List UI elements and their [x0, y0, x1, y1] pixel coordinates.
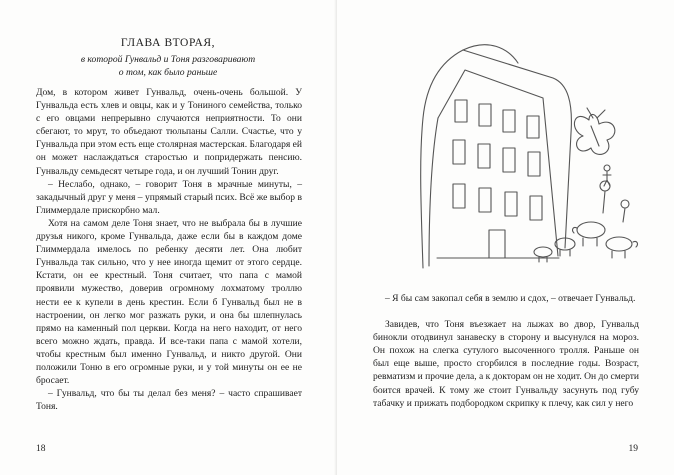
paragraph: – Неслабо, однако, – говорит Тоня в мрачные минуты, – закадычный друг у меня – упрямый старый псих. Всё же выбор в Глиммердале прискорбно мал. — [36, 178, 302, 216]
right-page — [337, 0, 674, 475]
page-number-right: 19 — [628, 444, 638, 454]
right-body-text — [373, 292, 639, 410]
chapter-heading — [36, 36, 300, 79]
chapter-title: ГЛАВА ВТОРАЯ, — [120, 37, 216, 49]
paragraph: Дом, в котором живет Гунвальд, очень-очень большой. У Гунвальда есть хлев и овцы, как и у Тониного семейства, только с его овцами непрерывно случаются неприятности. То они сбегают, то мрут, то объедают тюльпаны Салли. Счастье, что у Гунвальда при этом есть еще столярная мастерская. Благодаря ей он может наслаждаться старостью и попридержать пенсию. Гунвальду семьдесят четыре года, и он лучший Тонин друг. — [36, 87, 302, 177]
paragraph: Хотя на самом деле Тоня знает, что не выбрала бы в лучшие друзья никого, кроме Гунвальда, даже если бы в каждом доме Глиммердала имелось по ребенку десяти лет. Она любит Гунвальда так сильно, что у нее иногда щемит от этого сердце. Кстати, он ее крестный. Тоня считает, что папа с мамой проявили мужество, доверив огромному лохматому троллю нести ее к купели в день крестин. Если б Гунвальд был не в настроении, он легко мог разжать руки, и она бы шлепнулась прямо на каменный пол церкви. Когда на него находит, от него всего можно ждать, правда. И все-таки папа с мамой хотели, чтобы крестным был именно Гунвальд, и никто другой. Они положили Тоню в его огромные руки, и у той минуты он ее не бросает. — [36, 217, 302, 387]
paragraph: – Гунвальд, что бы ты делал без меня? – часто спрашивает Тоня. — [36, 388, 302, 413]
house-sketch-illustration — [393, 8, 643, 278]
paragraph: – Я бы сам закопал себя в землю и сдох, – отвечает Гунвальд. — [385, 293, 636, 304]
chapter-subtitle-line-2: о том, как было раньше — [118, 67, 218, 78]
page-number-left: 18 — [36, 444, 46, 454]
chapter-subtitle-line-1: в которой Гунвальд и Тоня разговаривают — [80, 54, 256, 65]
left-body-text — [36, 86, 302, 413]
paragraph: Завидев, что Тоня въезжает на лыжах во двор, Гунвальд бинокли отодвинул занавеску в сторону и высунулся на мороз. Он похож на слегка сутулого высоченного тролля. Раньше он был еще выше, просто сгорбился в последние годы. Возраст, ревматизм и прочие дела, а к докторам он не ходит. Он до смерти боится врачей. К тому же стоит Гунвальду засунуть под губу табачку и прижать подбородком скрипку к плечу, как сил у него — [373, 319, 639, 409]
